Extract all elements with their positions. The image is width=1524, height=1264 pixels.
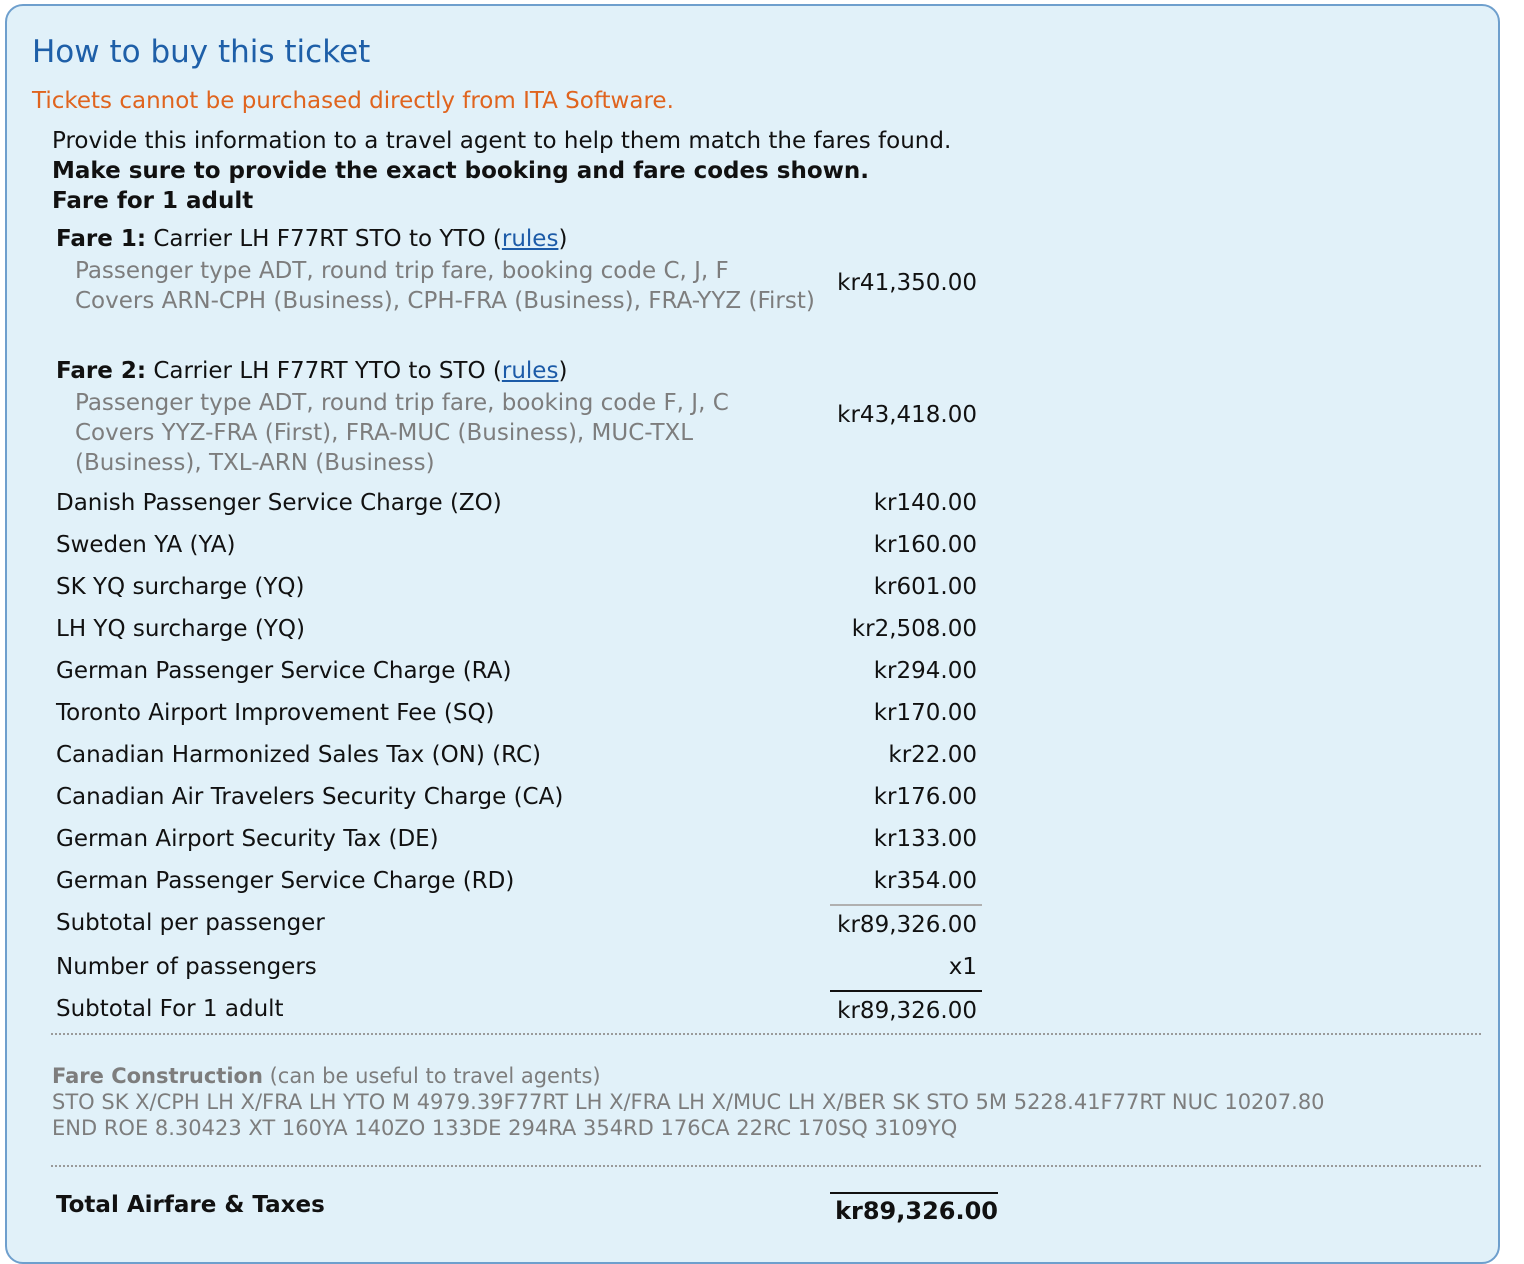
subtotal-adult-label: Subtotal For 1 adult xyxy=(56,996,284,1022)
tax-amount: kr170.00 xyxy=(873,700,977,726)
subtotal-adult-divider xyxy=(830,990,982,992)
tax-label: German Passenger Service Charge (RD) xyxy=(56,868,515,894)
tax-label: Danish Passenger Service Charge (ZO) xyxy=(56,490,502,516)
num-passengers-value: x1 xyxy=(948,954,977,980)
dotted-divider xyxy=(51,1165,1481,1167)
fare-construction-line: END ROE 8.30423 XT 160YA 140ZO 133DE 294RA 354RD 176CA 22RC 170SQ 3109YQ xyxy=(52,1116,958,1140)
fare-2-header xyxy=(56,358,567,384)
fare-1-header xyxy=(56,226,567,252)
purchase-warning: Tickets cannot be purchased directly from ITA Software. xyxy=(32,88,674,114)
tax-label: German Airport Security Tax (DE) xyxy=(56,826,439,852)
fare-2-amount: kr43,418.00 xyxy=(837,402,977,428)
fare-2-carrier: Carrier LH F77RT YTO to STO ( xyxy=(146,358,502,384)
fare-construction-note: (can be useful to travel agents) xyxy=(262,1064,601,1088)
fare-construction-heading xyxy=(52,1064,601,1088)
tax-amount: kr133.00 xyxy=(873,826,977,852)
fare-1-rules-link[interactable]: rules xyxy=(501,226,559,252)
how-to-buy-panel xyxy=(5,4,1500,1264)
tax-amount: kr160.00 xyxy=(873,532,977,558)
total-label: Total Airfare & Taxes xyxy=(56,1192,325,1218)
intro-emphasis: Make sure to provide the exact booking and fare codes shown. xyxy=(52,158,869,184)
panel-title: How to buy this ticket xyxy=(32,34,371,70)
fare-1-carrier: Carrier LH F77RT STO to YTO ( xyxy=(146,226,502,252)
fare-2-rules-link[interactable]: rules xyxy=(501,358,559,384)
total-amount: kr89,326.00 xyxy=(830,1192,998,1225)
fare-2-detail: Passenger type ADT, round trip fare, booking code F, J, C Covers YYZ-FRA (First), FRA-MUC (Business), MUC-TXL (Business), TXL-ARN (Business) xyxy=(75,390,729,476)
subtotal-adult-amount: kr89,326.00 xyxy=(837,998,977,1024)
tax-amount: kr140.00 xyxy=(873,490,977,516)
tax-label: Canadian Harmonized Sales Tax (ON) (RC) xyxy=(56,742,542,768)
tax-amount: kr294.00 xyxy=(873,658,977,684)
tax-label: German Passenger Service Charge (RA) xyxy=(56,658,512,684)
tax-label: LH YQ surcharge (YQ) xyxy=(56,616,305,642)
fare-1-close-paren: ) xyxy=(558,226,568,252)
fare-1-label: Fare 1: xyxy=(56,226,147,252)
dotted-divider xyxy=(51,1033,1481,1035)
tax-label: SK YQ surcharge (YQ) xyxy=(56,574,305,600)
tax-label: Canadian Air Travelers Security Charge (CA) xyxy=(56,784,564,810)
fare-2-label: Fare 2: xyxy=(56,358,147,384)
tax-amount: kr2,508.00 xyxy=(851,616,977,642)
tax-label: Sweden YA (YA) xyxy=(56,532,236,558)
fare-2-close-paren: ) xyxy=(558,358,568,384)
fare-1-amount: kr41,350.00 xyxy=(837,270,977,296)
subtotal-per-passenger-label: Subtotal per passenger xyxy=(56,910,325,936)
tax-amount: kr22.00 xyxy=(888,742,977,768)
intro-text: Provide this information to a travel agent to help them match the fares found. xyxy=(52,128,952,154)
tax-amount: kr176.00 xyxy=(873,784,977,810)
tax-amount: kr354.00 xyxy=(873,868,977,894)
tax-label: Toronto Airport Improvement Fee (SQ) xyxy=(56,700,495,726)
subtotal-divider xyxy=(830,904,982,906)
fare-construction-label: Fare Construction xyxy=(52,1064,263,1088)
fare-construction-line: STO SK X/CPH LH X/FRA LH YTO M 4979.39F77RT LH X/FRA LH X/MUC LH X/BER SK STO 5M 5228.41F77RT NUC 10207.80 xyxy=(52,1090,1325,1114)
fare-1-detail: Passenger type ADT, round trip fare, booking code C, J, F Covers ARN-CPH (Business), CPH-FRA (Business), FRA-YYZ (First) xyxy=(75,258,815,314)
fare-for-label: Fare for 1 adult xyxy=(52,188,254,214)
num-passengers-label: Number of passengers xyxy=(56,954,317,980)
tax-amount: kr601.00 xyxy=(873,574,977,600)
subtotal-per-passenger-amount: kr89,326.00 xyxy=(837,912,977,938)
